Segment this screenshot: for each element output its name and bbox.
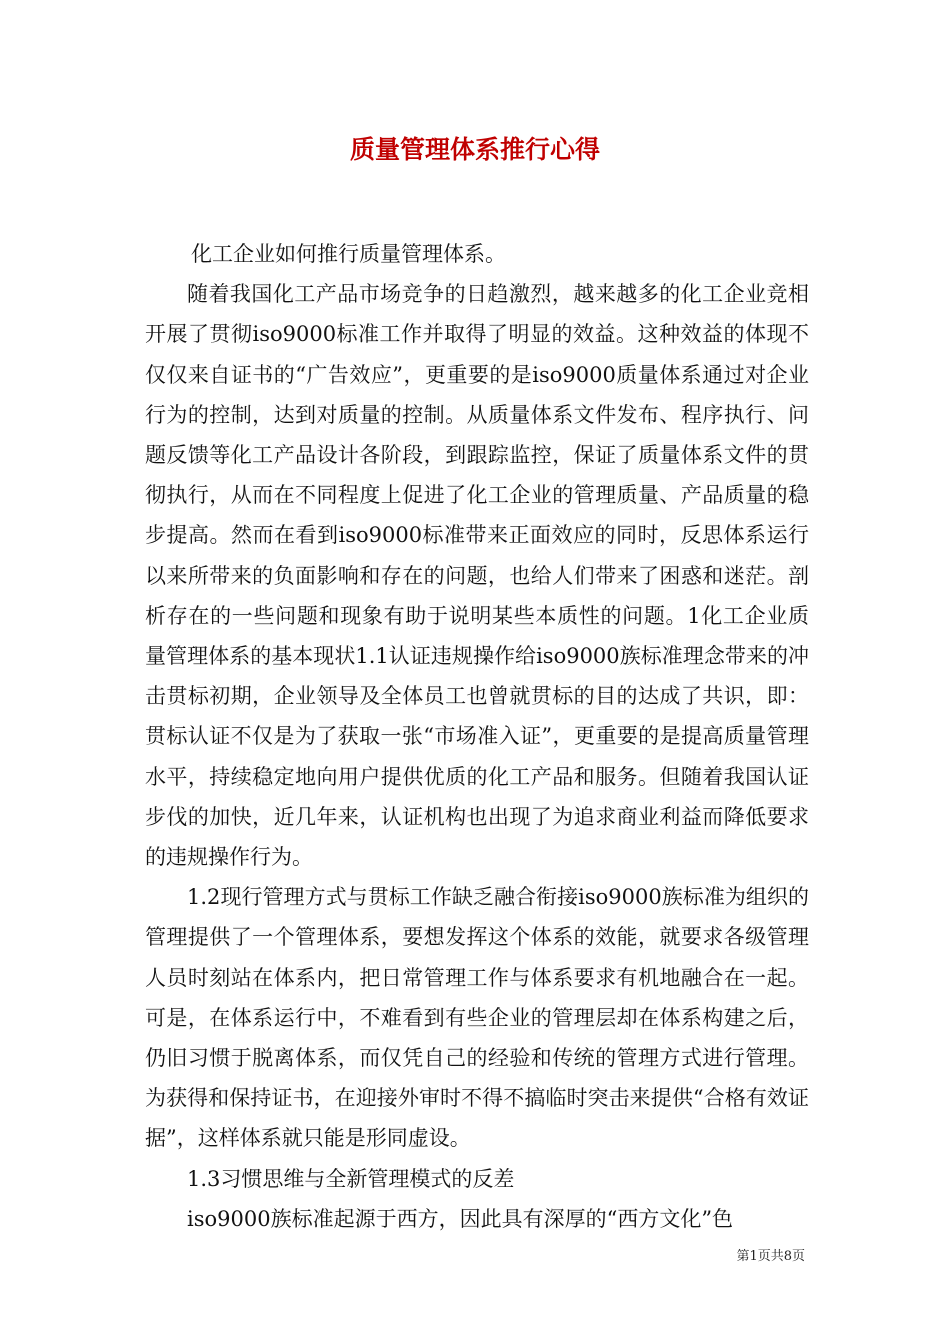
paragraph-1: 随着我国化工产品市场竞争的日趋激烈，越来越多的化工企业竞相开展了贯彻iso9000标准工作并取得了明显的效益。这种效益的体现不仅仅来自证书的“广告效应”，更重要的是iso9000质量体系通过对企业行为的控制，达到对质量的控制。从质量体系文件发布、程序执行、问题反馈等化工产品设计各阶段，到跟踪监控，保证了质量体系文件的贯彻执行，从而在不同程度上促进了化工企业的管理质量、产品质量的稳步提高。然而在看到iso9000标准带来正面效应的同时，反思体系运行以来所带来的负面影响和存在的问题，也给人们带来了困惑和迷茫。剖析存在的一些问题和现象有助于说明某些本质性的问题。1化工企业质量管理体系的基本现状1.1认证违规操作给iso9000族标准理念带来的冲击贯标初期，企业领导及全体员工也曾就贯标的目的达成了共识，即：贯标认证不仅是为了获取一张“市场准入证”，更重要的是提高质量管理水平，持续稳定地向用户提供优质的化工产品和服务。但随着我国认证步伐的加快，近几年来，认证机构也出现了为追求商业利益而降低要求的违规操作行为。 bbox=[145, 282, 809, 870]
paragraph-3: 1.3习惯思维与全新管理模式的反差 bbox=[187, 1166, 515, 1191]
document-title: 质量管理体系推行心得 bbox=[349, 135, 600, 164]
paragraph-2: 1.2现行管理方式与贯标工作缺乏融合衔接iso9000族标准为组织的管理提供了一个管理体系，要想发挥这个体系的效能，就要求各级管理人员时刻站在体系内，把日常管理工作与体系要求有机地融合在一起。可是，在体系运行中，不难看到有些企业的管理层却在体系构建之后，仍旧习惯于脱离体系，而仅凭自己的经验和传统的管理方式进行管理。为获得和保持证书，在迎接外审时不得不搞临时突击来提供“合格有效证据”，这样体系就只能是形同虚设。 bbox=[145, 885, 809, 1151]
paragraph-4: iso9000族标准起源于西方，因此具有深厚的“西方文化”色 bbox=[187, 1206, 734, 1231]
document-body bbox=[145, 234, 809, 1239]
page-number-footer: 第1页共8页 bbox=[736, 1249, 805, 1264]
paragraph-intro: 化工企业如何推行质量管理体系。 bbox=[191, 242, 506, 266]
